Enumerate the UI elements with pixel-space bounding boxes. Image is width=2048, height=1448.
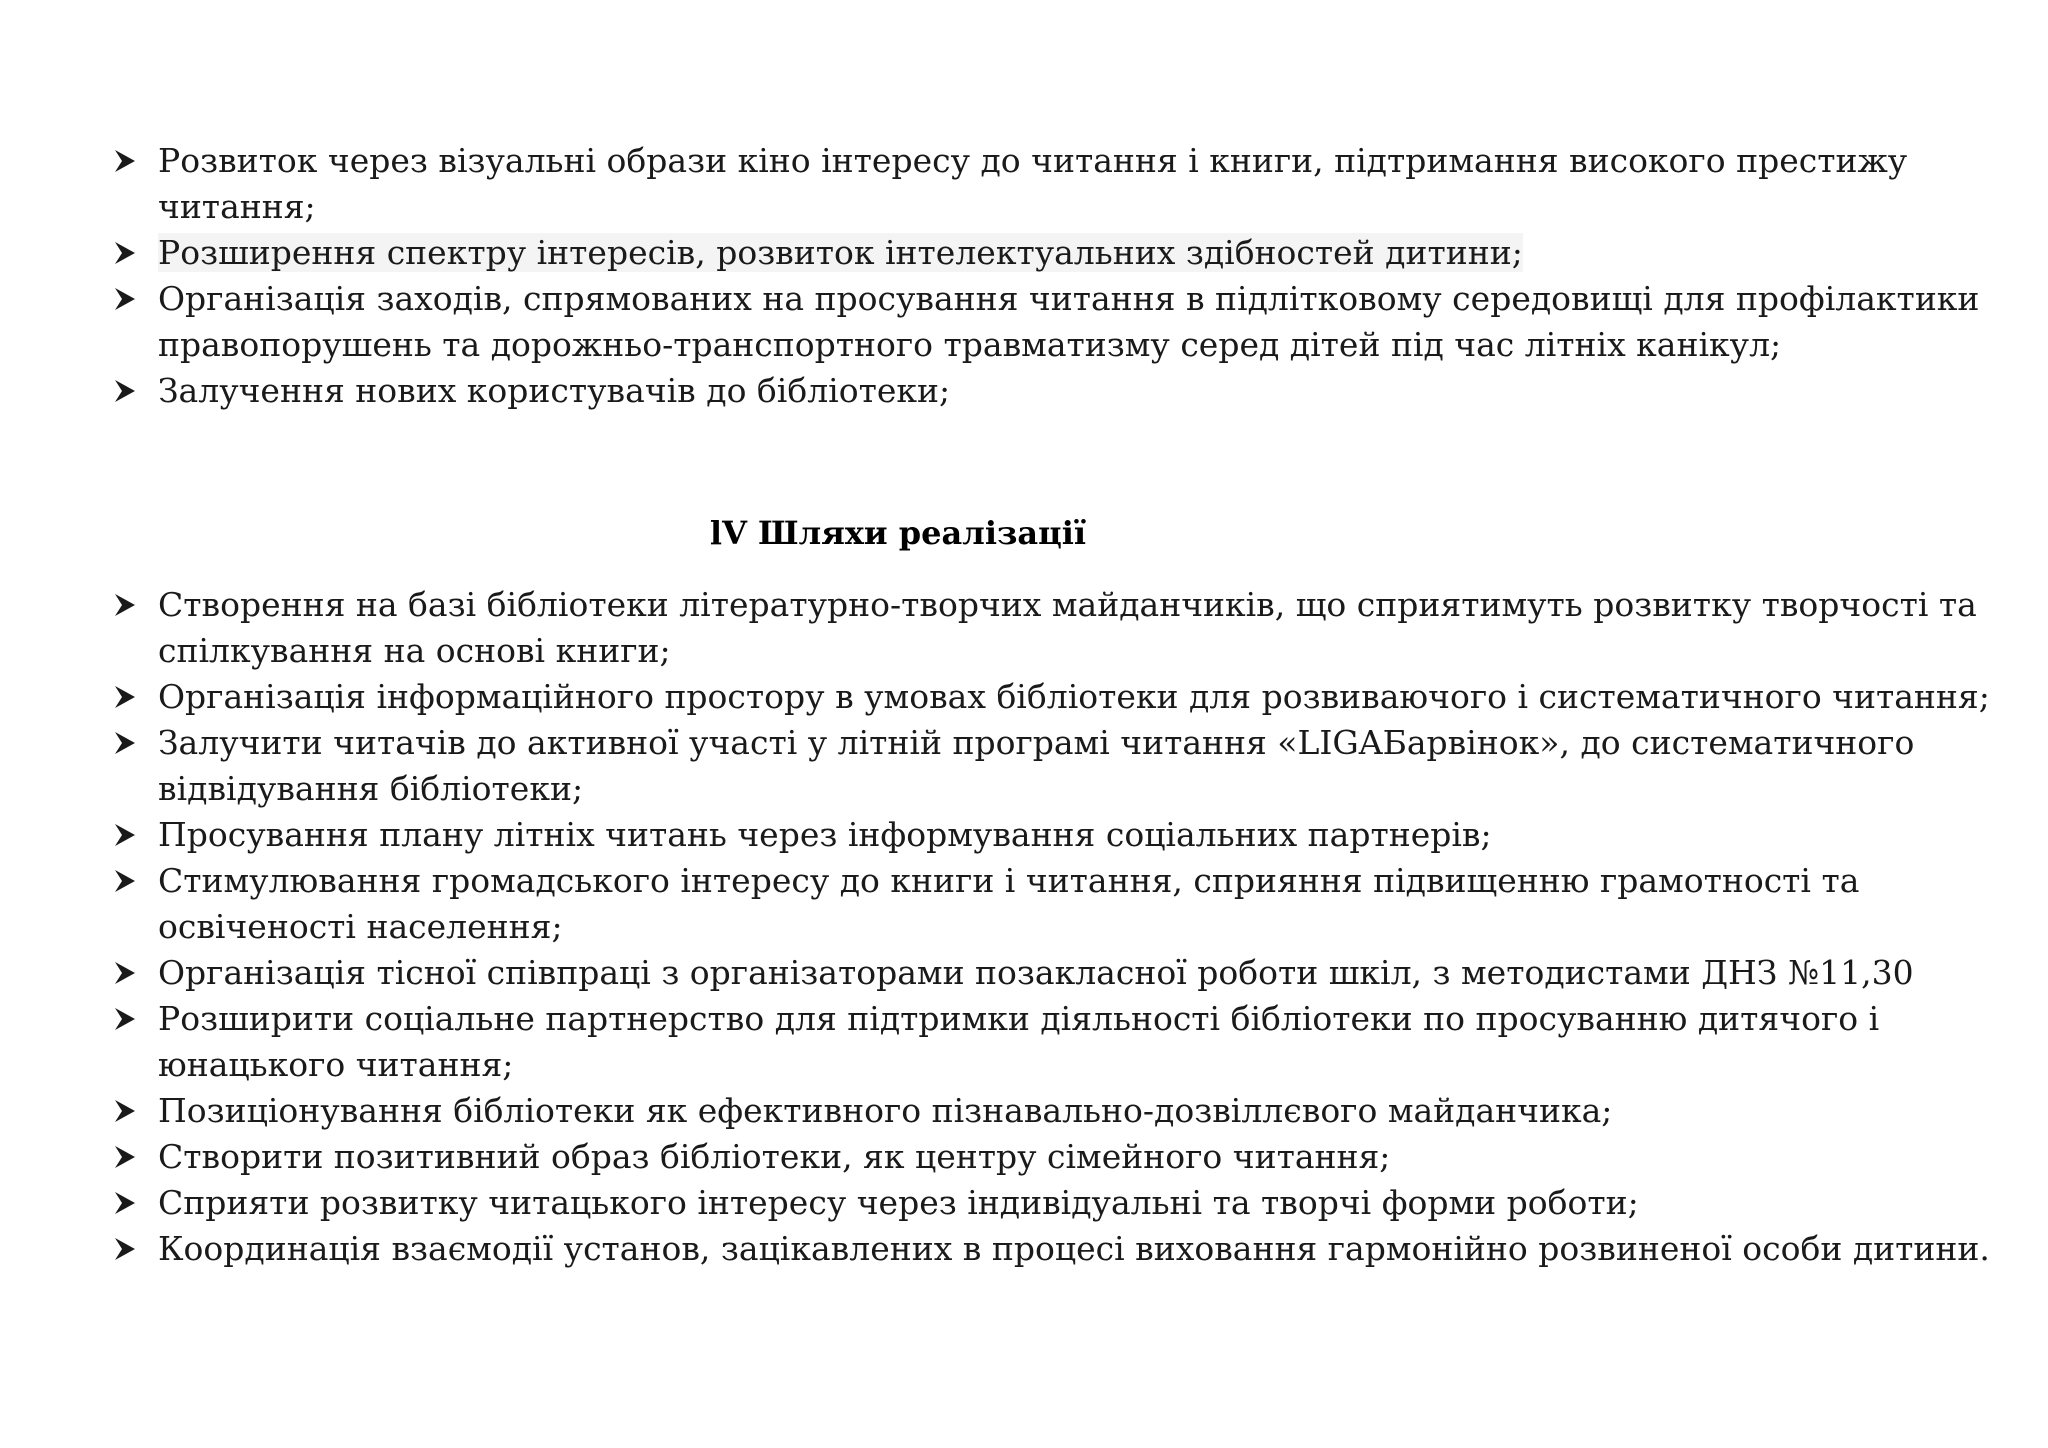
arrowhead-bullet-icon (112, 674, 146, 720)
list-item (112, 950, 1992, 996)
ways-list (112, 582, 1992, 1272)
arrowhead-bullet-icon (112, 720, 146, 766)
list-item-text: Створити позитивний образ бібліотеки, як центру сімейного читання; (158, 1137, 1391, 1176)
arrowhead-bullet-icon (112, 1226, 146, 1272)
list-item (112, 1088, 1992, 1134)
list-item (112, 582, 1992, 674)
list-item-text: Розширення спектру інтересів, розвиток інтелектуальних здібностей дитини; (158, 233, 1523, 272)
list-item-text: Залучити читачів до активної участі у літній програмі читання «LIGAБарвінок», до систематичного відвідування бібліотеки; (158, 723, 1915, 808)
list-item-text: Організація тісної співпраці з організаторами позакласної роботи шкіл, з методистами ДНЗ №11,30 (158, 953, 1914, 992)
list-item-text: Створення на базі бібліотеки літературно-творчих майданчиків, що сприятимуть розвитку творчості та спілкування на основі книги; (158, 585, 1977, 670)
list-item (112, 1180, 1992, 1226)
list-item (112, 1134, 1992, 1180)
arrowhead-bullet-icon (112, 1134, 146, 1180)
arrowhead-bullet-icon (112, 858, 146, 904)
list-item-text: Організація заходів, спрямованих на просування читання в підлітковому середовищі для профілактики правопорушень та дорожньо-транспортного травматизму серед дітей під час літніх канікул; (158, 279, 1980, 364)
arrowhead-bullet-icon (112, 138, 146, 184)
list-item-text: Залучення нових користувачів до бібліотеки; (158, 371, 951, 410)
list-item-text: Позиціонування бібліотеки як ефективного пізнавально-дозвіллєвого майданчика; (158, 1091, 1613, 1130)
arrowhead-bullet-icon (112, 950, 146, 996)
list-item-text: Стимулювання громадського інтересу до книги і читання, сприяння підвищенню грамотності та освіченості населення; (158, 861, 1860, 946)
arrowhead-bullet-icon (112, 230, 146, 276)
list-item (112, 1226, 1992, 1272)
arrowhead-bullet-icon (112, 1088, 146, 1134)
list-item-text: Просування плану літніх читань через інформування соціальних партнерів; (158, 815, 1492, 854)
list-item (112, 138, 1992, 230)
goals-list (112, 138, 1992, 414)
arrowhead-bullet-icon (112, 996, 146, 1042)
list-item-text: Організація інформаційного простору в умовах бібліотеки для розвиваючого і систематичного читання; (158, 677, 1990, 716)
list-item-text: Сприяти розвитку читацького інтересу через індивідуальні та творчі форми роботи; (158, 1183, 1639, 1222)
list-item (112, 368, 1992, 414)
list-item-text: Розвиток через візуальні образи кіно інтересу до читання і книги, підтримання високого престижу читання; (158, 141, 1908, 226)
list-item (112, 674, 1992, 720)
list-item (112, 276, 1992, 368)
list-item (112, 996, 1992, 1088)
section-heading: lV Шляхи реалізації (709, 514, 1087, 552)
arrowhead-bullet-icon (112, 368, 146, 414)
list-item-text: Координація взаємодії установ, зацікавлених в процесі виховання гармонійно розвиненої особи дитини. (158, 1229, 1990, 1268)
list-item (112, 812, 1992, 858)
list-item (112, 858, 1992, 950)
arrowhead-bullet-icon (112, 812, 146, 858)
arrowhead-bullet-icon (112, 276, 146, 322)
arrowhead-bullet-icon (112, 582, 146, 628)
list-item (112, 720, 1992, 812)
list-item-text: Розширити соціальне партнерство для підтримки діяльності бібліотеки по просуванню дитячого і юнацького читання; (158, 999, 1880, 1084)
arrowhead-bullet-icon (112, 1180, 146, 1226)
list-item (112, 230, 1992, 276)
